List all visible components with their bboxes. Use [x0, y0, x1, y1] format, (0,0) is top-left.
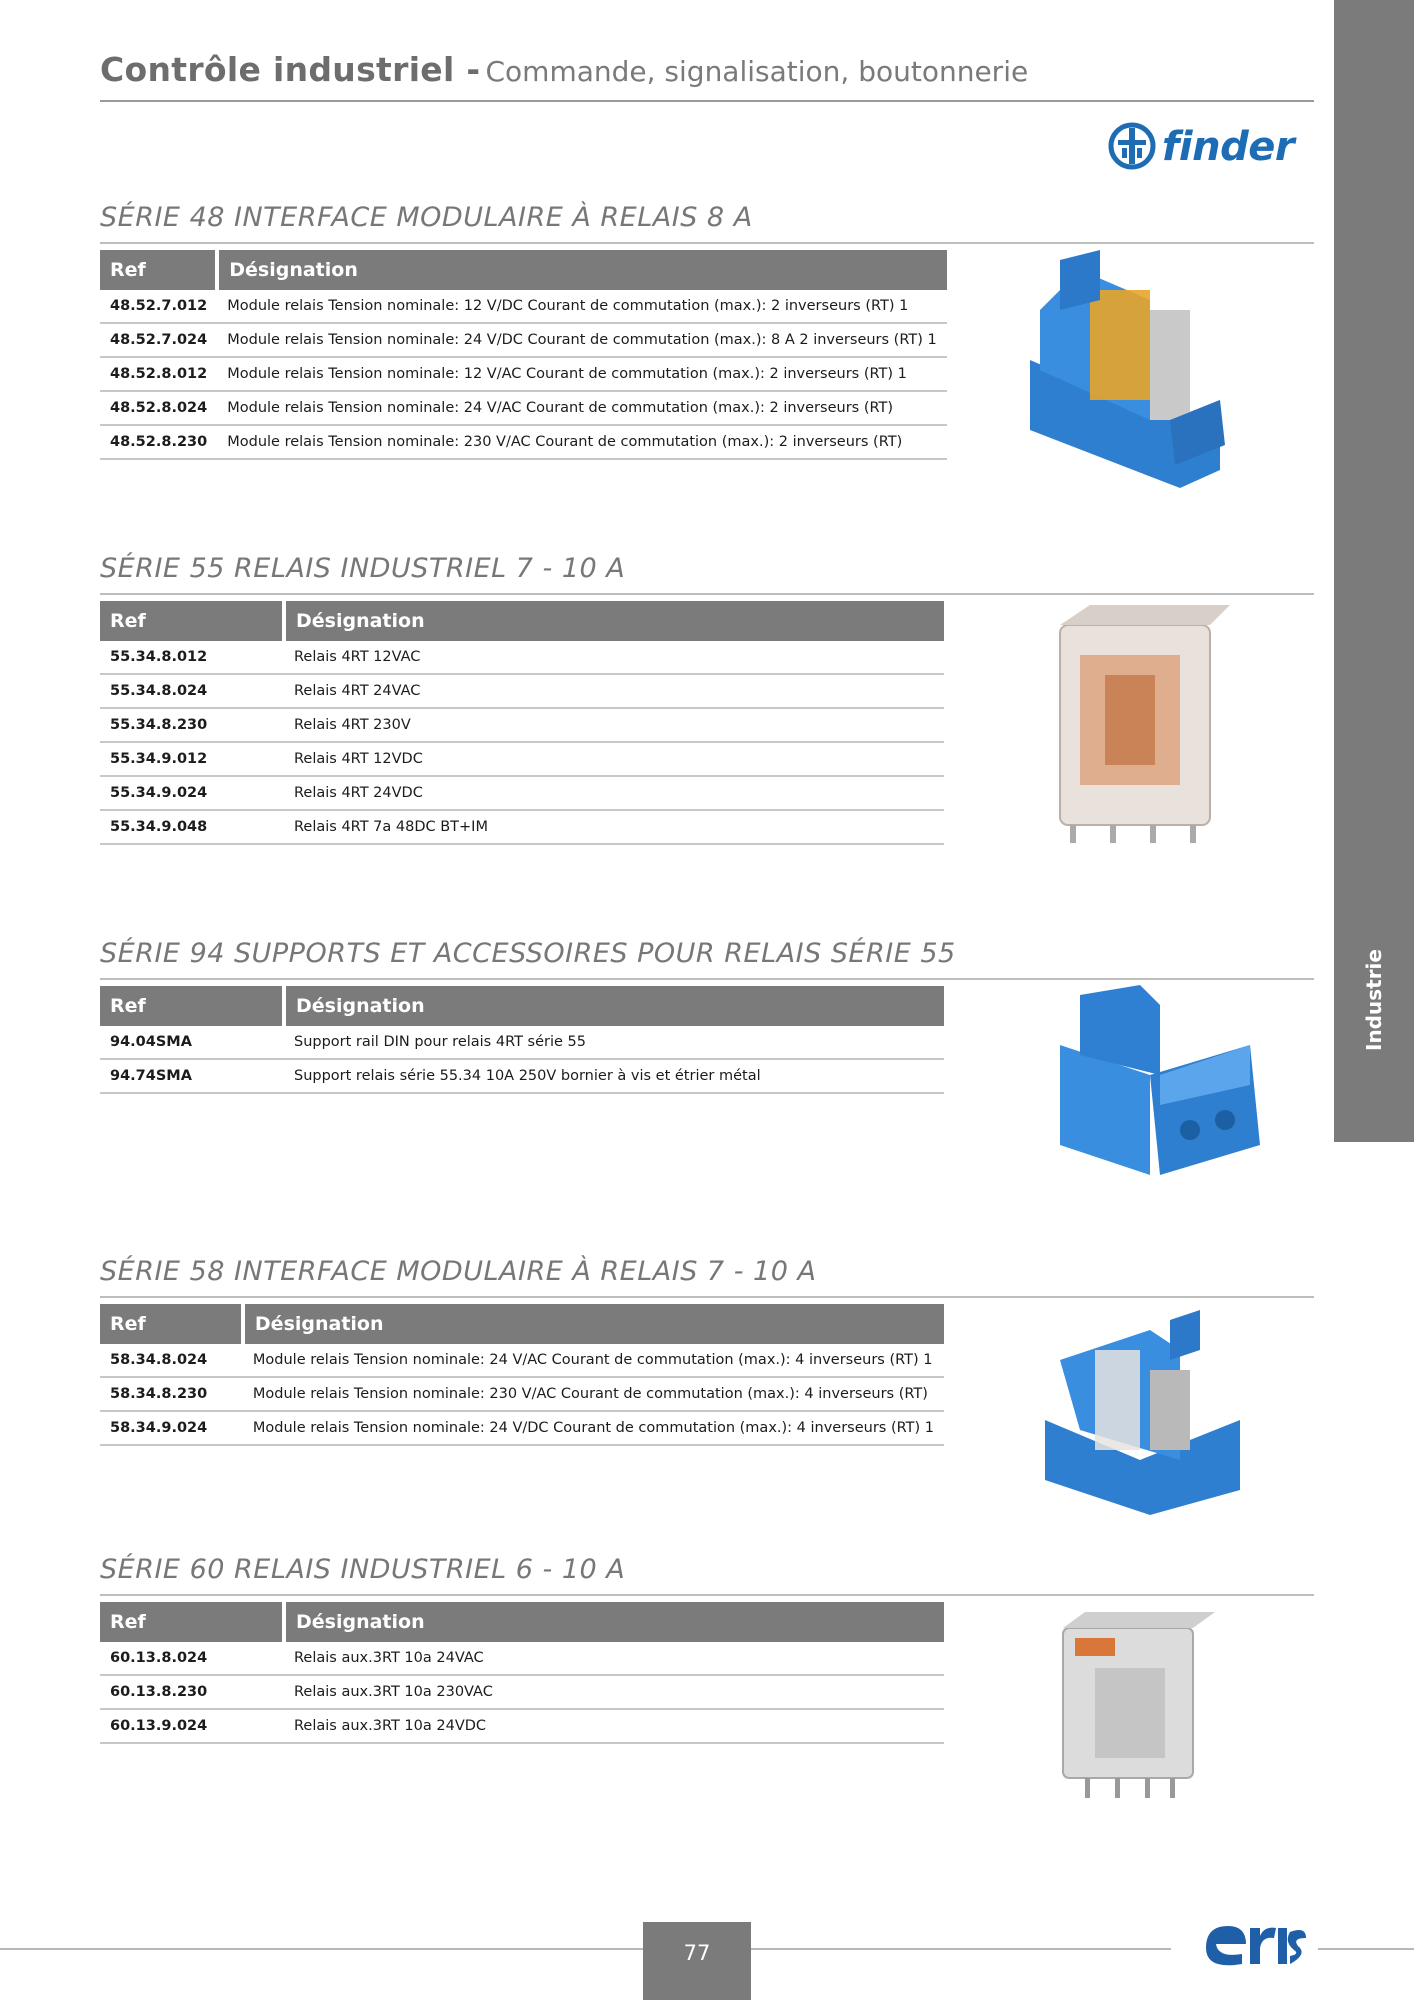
product-table	[100, 250, 947, 460]
designation-cell: Module relais Tension nominale: 12 V/DC Courant de commutation (max.): 2 inverseurs (RT) 1	[217, 290, 946, 323]
section-divider	[100, 242, 1314, 244]
table-row	[100, 1026, 944, 1059]
column-header-designation: Désignation	[284, 601, 944, 641]
column-header-designation: Désignation	[284, 986, 944, 1026]
designation-cell: Relais 4RT 24VAC	[284, 674, 944, 708]
column-header-ref: Ref	[100, 250, 217, 290]
section-title: SÉRIE 94 SUPPORTS ET ACCESSOIRES POUR RELAIS SÉRIE 55	[100, 938, 956, 969]
designation-cell: Support relais série 55.34 10A 250V bornier à vis et étrier métal	[284, 1059, 944, 1093]
table-row	[100, 391, 947, 425]
designation-cell: Relais aux.3RT 10a 24VDC	[284, 1709, 944, 1743]
ref-cell: 55.34.8.012	[100, 641, 284, 674]
finder-logo-text: finder	[1162, 124, 1295, 170]
designation-cell: Relais 4RT 230V	[284, 708, 944, 742]
table-row	[100, 1059, 944, 1093]
ref-cell: 48.52.7.024	[100, 323, 217, 357]
ref-cell: 58.34.8.024	[100, 1344, 243, 1377]
relay-socket-94-image	[1040, 985, 1270, 1185]
section-title: SÉRIE 55 RELAIS INDUSTRIEL 7 - 10 A	[100, 553, 626, 584]
table-row	[100, 323, 947, 357]
column-header-ref: Ref	[100, 601, 284, 641]
ref-cell: 58.34.8.230	[100, 1377, 243, 1411]
ref-cell: 55.34.8.024	[100, 674, 284, 708]
product-table	[100, 986, 944, 1094]
table-row	[100, 1411, 944, 1445]
product-table	[100, 1602, 944, 1744]
ref-cell: 58.34.9.024	[100, 1411, 243, 1445]
footer-divider-left	[0, 1948, 643, 1950]
designation-cell: Module relais Tension nominale: 24 V/AC Courant de commutation (max.): 4 inverseurs (RT) 1	[243, 1344, 944, 1377]
table-row	[100, 674, 944, 708]
section-divider	[100, 1594, 1314, 1596]
column-header-ref: Ref	[100, 1304, 243, 1344]
section-divider	[100, 1296, 1314, 1298]
relay-55-image	[1050, 605, 1230, 845]
designation-cell: Relais aux.3RT 10a 230VAC	[284, 1675, 944, 1709]
designation-cell: Relais aux.3RT 10a 24VAC	[284, 1642, 944, 1675]
table-row	[100, 1675, 944, 1709]
column-header-ref: Ref	[100, 1602, 284, 1642]
column-header-designation: Désignation	[284, 1602, 944, 1642]
section-serie-58	[100, 1254, 1314, 1436]
column-header-designation: Désignation	[217, 250, 946, 290]
table-row	[100, 776, 944, 810]
ref-cell: 48.52.7.012	[100, 290, 217, 323]
designation-cell: Module relais Tension nominale: 12 V/AC Courant de commutation (max.): 2 inverseurs (RT) 1	[217, 357, 946, 391]
ref-cell: 55.34.9.024	[100, 776, 284, 810]
ref-cell: 55.34.8.230	[100, 708, 284, 742]
product-table	[100, 1304, 944, 1446]
designation-cell: Module relais Tension nominale: 24 V/DC Courant de commutation (max.): 8 A 2 inverseurs (RT) 1	[217, 323, 946, 357]
section-serie-48	[100, 200, 1314, 450]
column-header-ref: Ref	[100, 986, 284, 1026]
designation-cell: Relais 4RT 12VDC	[284, 742, 944, 776]
table-row	[100, 1344, 944, 1377]
section-title: SÉRIE 48 INTERFACE MODULAIRE À RELAIS 8 A	[100, 202, 753, 233]
ref-cell: 94.74SMA	[100, 1059, 284, 1093]
designation-cell: Relais 4RT 12VAC	[284, 641, 944, 674]
section-serie-55	[100, 551, 1314, 835]
table-row	[100, 708, 944, 742]
page-header	[100, 50, 1314, 89]
relay-60-image	[1055, 1608, 1225, 1808]
section-title: SÉRIE 58 INTERFACE MODULAIRE À RELAIS 7 - 10 A	[100, 1256, 817, 1287]
table-row	[100, 641, 944, 674]
designation-cell: Relais 4RT 24VDC	[284, 776, 944, 810]
section-divider	[100, 593, 1314, 595]
section-title: SÉRIE 60 RELAIS INDUSTRIEL 6 - 10 A	[100, 1554, 626, 1585]
designation-cell: Module relais Tension nominale: 230 V/AC Courant de commutation (max.): 4 inverseurs (RT)	[243, 1377, 944, 1411]
footer-divider-far-right	[1318, 1948, 1414, 1950]
table-row	[100, 1377, 944, 1411]
designation-cell: Support rail DIN pour relais 4RT série 55	[284, 1026, 944, 1059]
table-row	[100, 1642, 944, 1675]
ref-cell: 55.34.9.012	[100, 742, 284, 776]
section-serie-94	[100, 936, 1314, 1084]
table-row	[100, 1709, 944, 1743]
page-subtitle: Commande, signalisation, boutonnerie	[485, 55, 1029, 88]
footer-divider-right	[751, 1948, 1171, 1950]
ref-cell: 94.04SMA	[100, 1026, 284, 1059]
designation-cell: Module relais Tension nominale: 230 V/AC Courant de commutation (max.): 2 inverseurs (RT)	[217, 425, 946, 459]
designation-cell: Relais 4RT 7a 48DC BT+IM	[284, 810, 944, 844]
page-title: Contrôle industriel -	[100, 50, 481, 89]
column-header-designation: Désignation	[243, 1304, 944, 1344]
ref-cell: 48.52.8.012	[100, 357, 217, 391]
ref-cell: 60.13.8.230	[100, 1675, 284, 1709]
table-row	[100, 357, 947, 391]
designation-cell: Module relais Tension nominale: 24 V/DC Courant de commutation (max.): 4 inverseurs (RT) 1	[243, 1411, 944, 1445]
table-row	[100, 810, 944, 844]
ref-cell: 48.52.8.230	[100, 425, 217, 459]
ref-cell: 60.13.9.024	[100, 1709, 284, 1743]
ref-cell: 48.52.8.024	[100, 391, 217, 425]
table-row	[100, 425, 947, 459]
relay-module-58-image	[1040, 1310, 1250, 1520]
ref-cell: 60.13.8.024	[100, 1642, 284, 1675]
eris-logo-icon	[1202, 1918, 1306, 1970]
designation-cell: Module relais Tension nominale: 24 V/AC Courant de commutation (max.): 2 inverseurs (RT)	[217, 391, 946, 425]
section-divider	[100, 978, 1314, 980]
header-divider	[100, 100, 1314, 102]
product-table	[100, 601, 944, 845]
table-row	[100, 290, 947, 323]
side-tab-label: Industrie	[1362, 949, 1386, 1051]
ref-cell: 55.34.9.048	[100, 810, 284, 844]
section-serie-60	[100, 1552, 1314, 1734]
relay-module-48-image	[1020, 250, 1250, 490]
table-row	[100, 742, 944, 776]
page-number: 77	[643, 1922, 751, 2000]
